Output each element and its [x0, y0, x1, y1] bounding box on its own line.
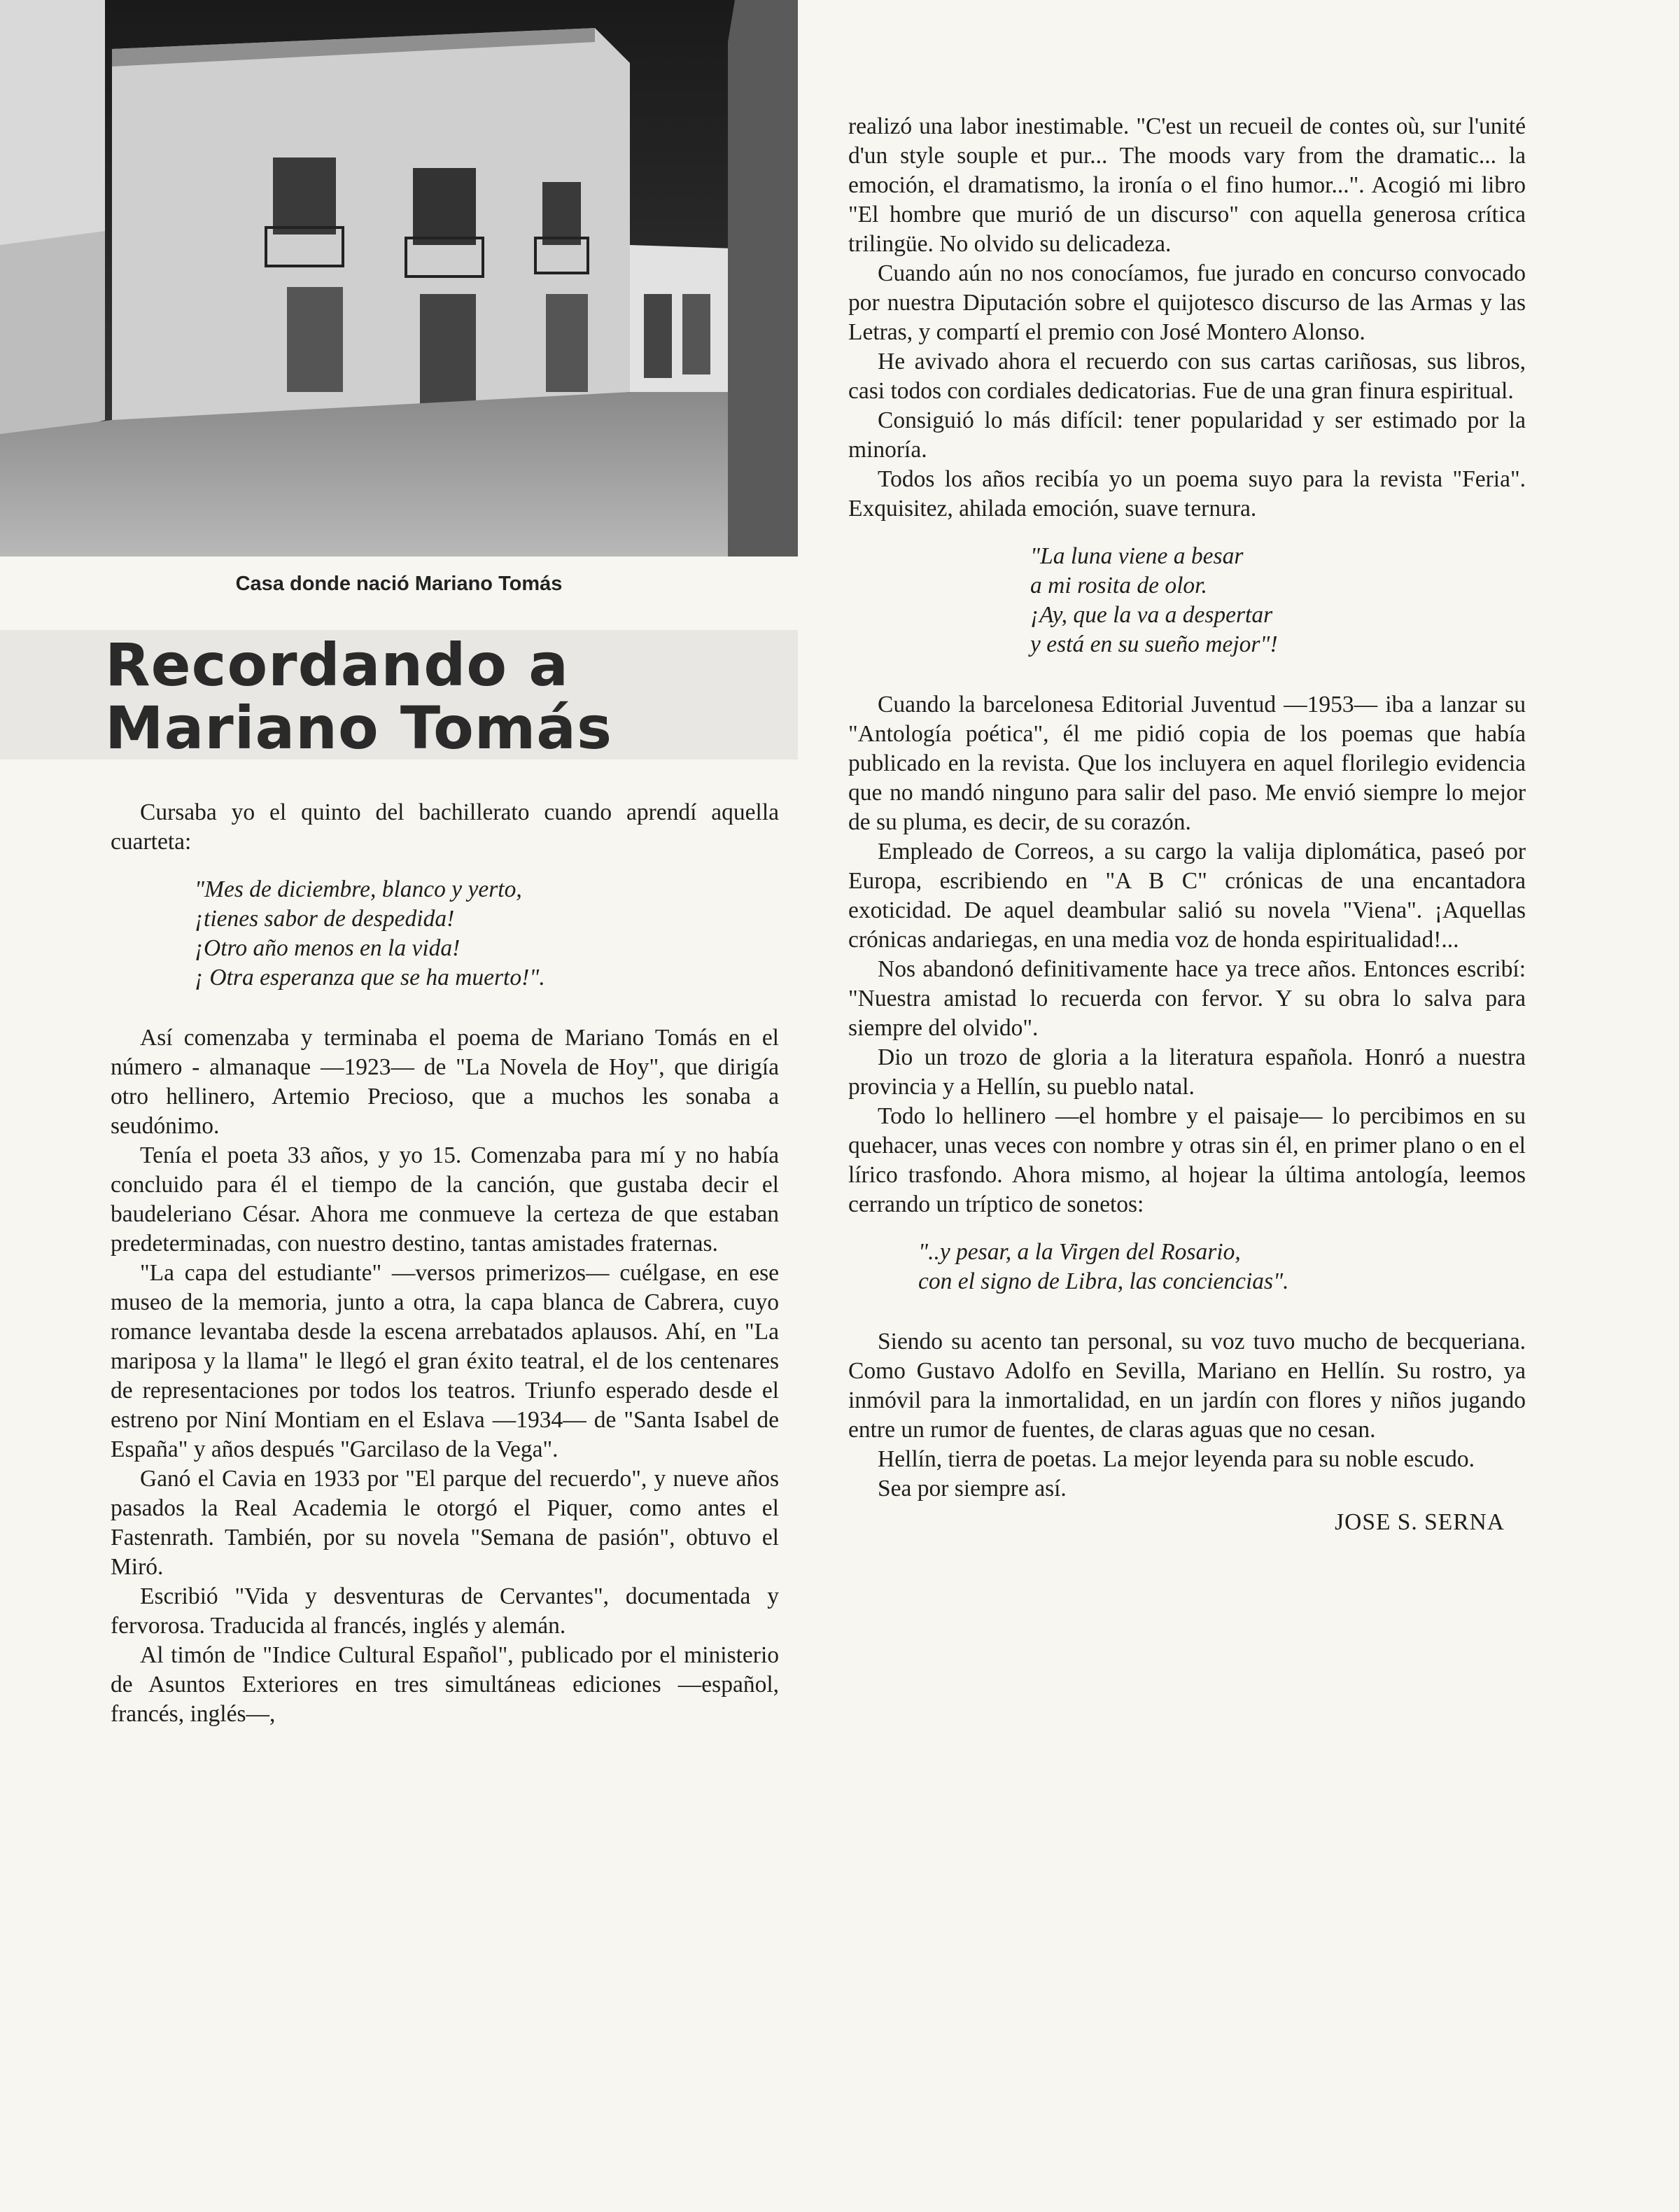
signature: JOSE S. SERNA	[1335, 1509, 1505, 1535]
right-column	[848, 112, 1526, 1537]
photo-caption: Casa donde nació Mariano Tomás	[235, 573, 563, 595]
paragraph: Consiguió lo más difícil: tener popularidad y ser estimado por la minoría.	[848, 407, 1526, 463]
paragraph: "La capa del estudiante" —versos primerizos— cuélgase, en ese museo de la memoria, junto a otra, la capa blanca de Cabrera, cuyo romance levantaba desde la escena arrebatados aplausos. Ahí, en "La mariposa y la llama" le llegó el gran éxito teatral, el de los centenares de representaciones por todos los teatros. Triunfo esperado desde el estreno por Niní Montiam en el Eslava —1934— de "Santa Isabel de España" y años después "Garcilaso de la Vega".	[111, 1260, 779, 1462]
house-photo	[0, 0, 798, 556]
paragraph: realizó una labor inestimable. "C'est un recueil de contes où, sur l'unité d'un style souple et pur... The moods vary from the dramatic... la emoción, el dramatismo, la ironía o el fino humor...". Acogió mi libro "El hombre que murió de un discurso" con aquella generosa crítica trilingüe. No olvido su delicadeza.	[848, 113, 1526, 257]
paragraph: Siendo su acento tan personal, su voz tuvo mucho de becqueriana. Como Gustavo Adolfo en Sevilla, Mariano en Hellín. Su rostro, ya inmóvil para la inmortalidad, en un jardín con flores y niños jugando entre un rumor de fuentes, de claras aguas que no cesan.	[848, 1329, 1526, 1443]
verse-line: "La luna viene a besar	[1030, 543, 1244, 569]
paragraph: Tenía el poeta 33 años, y yo 15. Comenzaba para mí y no había concluido para él el tiempo de la canción, que gustaba decir el baudeleriano César. Ahora me conmueve la certeza de que estaban predeterminadas, con nuestro destino, tantas amistades fraternas.	[111, 1142, 779, 1256]
paragraph: Nos abandonó definitivamente hace ya trece años. Entonces escribí: "Nuestra amistad lo recuerda con fervor. Y su obra lo salva para siempre del olvido".	[848, 956, 1526, 1041]
verse-line: ¡tienes sabor de despedida!	[195, 906, 455, 932]
verse-line: ¡Otro año menos en la vida!	[195, 935, 461, 961]
paragraph: Dio un trozo de gloria a la literatura española. Honró a nuestra provincia y a Hellín, su pueblo natal.	[848, 1044, 1526, 1100]
verse-line: ¡ Otra esperanza que se ha muerto!".	[195, 965, 545, 990]
verse-line: "..y pesar, a la Virgen del Rosario,	[918, 1239, 1241, 1265]
paragraph: Ganó el Cavia en 1933 por "El parque del recuerdo", y nueve años pasados la Real Academia le otorgó el Piquer, como antes el Fastenrath. También, por su novela "Semana de pasión", obtuvo el Miró.	[111, 1466, 779, 1580]
title-line-1: Recordando a	[105, 631, 569, 699]
left-column	[111, 798, 779, 1729]
verse-diciembre	[111, 875, 779, 993]
paragraph: Así comenzaba y terminaba el poema de Mariano Tomás en el número - almanaque —1923— de "La Novela de Hoy", que dirigía otro hellinero, Artemio Precioso, que a muchos les sonaba a seudónimo.	[111, 1025, 779, 1139]
verse-line: con el signo de Libra, las conciencias".	[918, 1268, 1289, 1294]
paragraph: Escribió "Vida y desventuras de Cervantes", documentada y fervorosa. Traducida al francés, inglés y alemán.	[111, 1583, 779, 1639]
house-photo-icon	[0, 0, 798, 556]
title-line-2: Mariano Tomás	[105, 694, 612, 762]
paragraph: Empleado de Correos, a su cargo la valija diplomática, paseó por Europa, escribiendo en "A B C" crónicas de una encantadora exoticidad. De aquel deambular salió su novela "Viena". ¡Aquellas crónicas andariegas, en una media voz de honda espiritualidad!...	[848, 839, 1526, 953]
paragraph: Al timón de "Indice Cultural Español", publicado por el ministerio de Asuntos Exteriores en tres simultáneas ediciones —español, francés, inglés—,	[111, 1642, 779, 1727]
article-title	[105, 631, 805, 762]
verse-line: y está en su sueño mejor"!	[1030, 631, 1278, 657]
verse-luna	[848, 542, 1526, 659]
verse-virgen	[848, 1238, 1526, 1296]
paragraph: He avivado ahora el recuerdo con sus cartas cariñosas, sus libros, casi todos con cordiales dedicatorias. Fue de una gran finura espiritual.	[848, 349, 1526, 404]
verse-line: "Mes de diciembre, blanco y yerto,	[195, 876, 522, 902]
verse-line: ¡Ay, que la va a despertar	[1030, 602, 1273, 628]
paragraph: Todo lo hellinero —el hombre y el paisaje— lo percibimos en su quehacer, unas veces con nombre y otras sin él, en primer plano o en el lírico trasfondo. Ahora mismo, al hojear la última antología, leemos cerrando un tríptico de sonetos:	[848, 1103, 1526, 1217]
paragraph: Cuando la barcelonesa Editorial Juventud —1953— iba a lanzar su "Antología poética", él me pidió copia de los poemas que había publicado en la revista. Que los incluyera en aquel florilegio evidencia que no mandó ninguno para salir del paso. Me envió siempre lo mejor de su pluma, es decir, de su corazón.	[848, 692, 1526, 835]
paragraph: Sea por siempre así.	[878, 1476, 1067, 1502]
paragraph: Cuando aún no nos conocíamos, fue jurado en concurso convocado por nuestra Diputación sobre el quijotesco discurso de las Armas y las Letras, y compartí el premio con José Montero Alonso.	[848, 260, 1526, 345]
paragraph: Cursaba yo el quinto del bachillerato cuando aprendí aquella cuarteta:	[111, 799, 779, 855]
paragraph: Todos los años recibía yo un poema suyo para la revista "Feria". Exquisitez, ahilada emoción, suave ternura.	[848, 466, 1526, 522]
verse-line: a mi rosita de olor.	[1030, 573, 1207, 598]
paragraph: Hellín, tierra de poetas. La mejor leyenda para su noble escudo.	[878, 1446, 1475, 1472]
